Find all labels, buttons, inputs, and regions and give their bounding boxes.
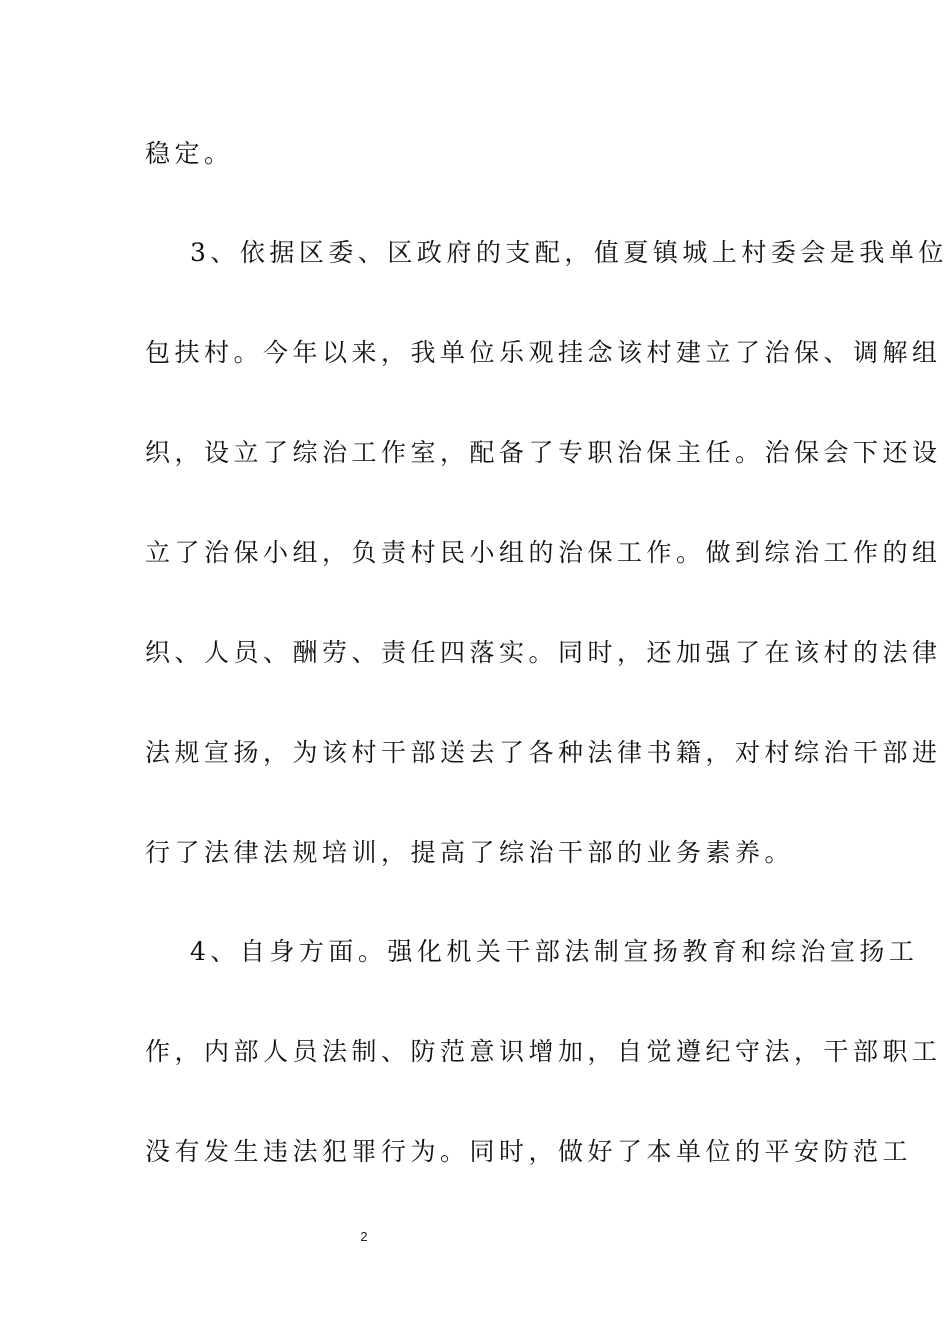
page-number: 2 [360, 1229, 368, 1244]
text-line: 稳定。 [145, 139, 234, 168]
text-line: 4、自身方面。强化机关干部法制宣扬教育和综治宣扬工 [190, 937, 919, 966]
text-line: 行了法律法规培训，提高了综治干部的业务素养。 [145, 838, 795, 867]
text-line: 3、依据区委、区政府的支配，值夏镇城上村委会是我单位 [190, 238, 948, 267]
text-line: 作，内部人员法制、防范意识增加，自觉遵纪守法，干部职工 [145, 1037, 942, 1066]
text-line: 没有发生违法犯罪行为。同时，做好了本单位的平安防范工 [145, 1137, 913, 1166]
text-line: 织，设立了综治工作室，配备了专职治保主任。治保会下还设 [145, 438, 942, 467]
text-line: 包扶村。今年以来，我单位乐观挂念该村建立了治保、调解组 [145, 338, 942, 367]
text-line: 织、人员、酬劳、责任四落实。同时，还加强了在该村的法律 [145, 638, 942, 667]
text-line: 法规宣扬，为该村干部送去了各种法律书籍，对村综治干部进 [145, 738, 942, 767]
text-line: 立了治保小组，负责村民小组的治保工作。做到综治工作的组 [145, 538, 942, 567]
